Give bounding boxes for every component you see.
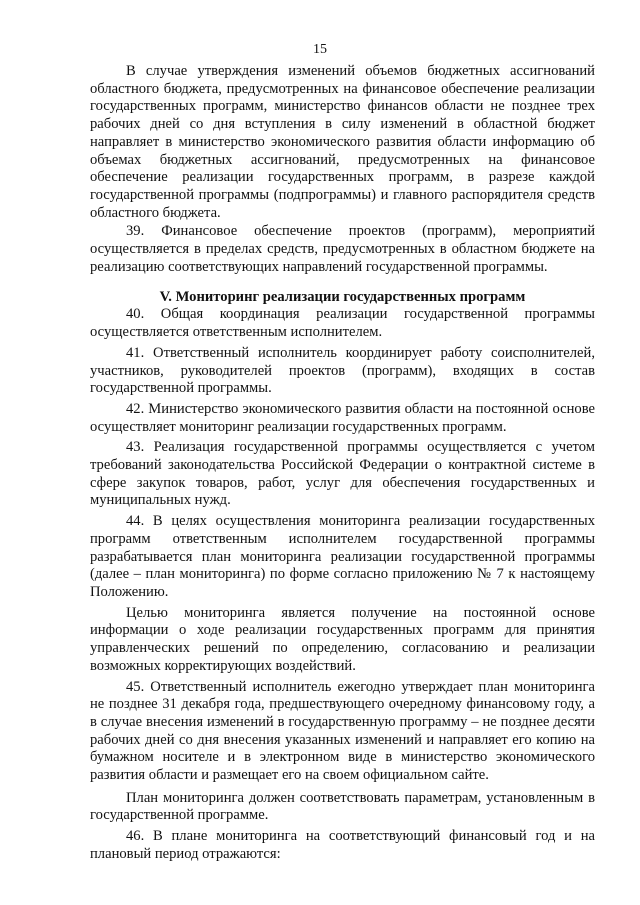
paragraph-42: 42. Министерство экономического развития области на постоянной основе осуществляет мониторинг реализации государственных программ. [90, 400, 595, 435]
paragraph-44: 44. В целях осуществления мониторинга реализации государственных программ ответственным исполнителем государственной программы разрабатывается план мониторинга реализации государственной программы (далее – план мониторинга) по форме согласно приложению № 7 к настоящему Положению. [90, 513, 595, 600]
paragraph-41: 41. Ответственный исполнитель координирует работу соисполнителей, участников, руководителей проектов (программ), входящих в состав государственной программы. [90, 344, 595, 397]
paragraph-43: 43. Реализация государственной программы осуществляется с учетом требований законодательства Российской Федерации о контрактной системе в сфере закупок товаров, работ, услуг для обеспечения государственных и муниципальных нужд. [90, 439, 595, 509]
paragraph-monitoring-goal: Целью мониторинга является получение на постоянной основе информации о ходе реализации государственных программ для принятия управленческих решений по определению, согласованию и реализации возможных корректирующих воздействий. [90, 604, 595, 674]
paragraph-40: 40. Общая координация реализации государственной программы осуществляется ответственным исполнителем. [90, 306, 595, 341]
page-number: 15 [313, 42, 327, 57]
paragraph-plan-parameters: План мониторинга должен соответствовать параметрам, установленным в государственной программе. [90, 789, 595, 824]
section-heading: V. Мониторинг реализации государственных программ [159, 289, 526, 306]
paragraph-45: 45. Ответственный исполнитель ежегодно утверждает план мониторинга не позднее 31 декабря года, предшествующего очередному финансовому году, а в случае внесения изменений в государственную программу – не позднее десяти рабочих дней со дня внесения указанных изменений и направляет его копию на бумажном носителе и в электронном виде в министерство экономического развития области и размещает его на своем официальном сайте. [90, 678, 595, 784]
document-body [90, 63, 595, 864]
paragraph-39: 39. Финансовое обеспечение проектов (программ), мероприятий осуществляется в пределах средств, предусмотренных в областном бюджете на реализацию соответствующих направлений государственной программы. [90, 223, 595, 275]
paragraph-budget-changes: В случае утверждения изменений объемов бюджетных ассигнований областного бюджета, предусмотренных на финансовое обеспечение реализации государственных программ, министерство финансов области не позднее трех рабочих дней со дня вступления в силу изменений в областной бюджет направляет в министерство экономического развития области информацию об объемах бюджетных ассигнований, предусмотренных на финансовое обеспечение реализации государственных программ, в разрезе каждой государственной программы (подпрограммы) и главного распорядителя средств областного бюджета. [90, 63, 595, 221]
paragraph-46: 46. В плане мониторинга на соответствующий финансовый год и на плановый период отражаются: [90, 828, 595, 862]
